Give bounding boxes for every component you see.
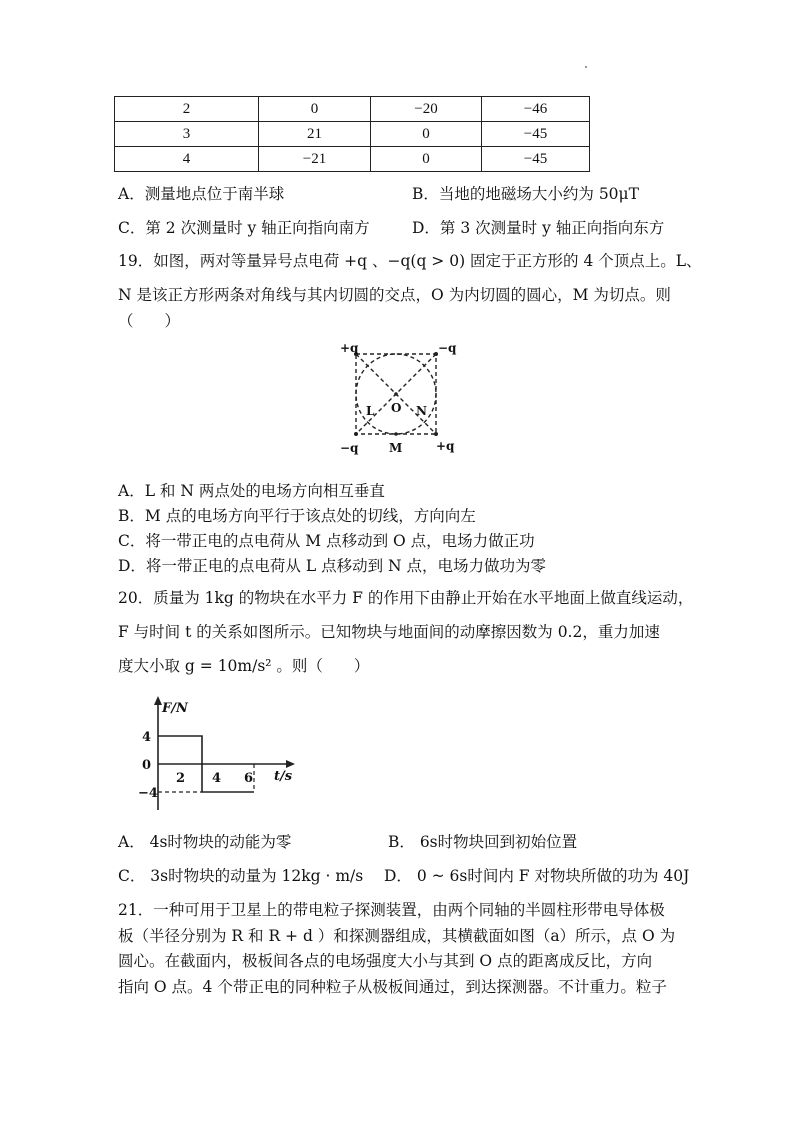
table-cell: 0 — [371, 122, 482, 147]
table-cell: 4 — [115, 147, 259, 172]
charge-label-top-right: −q — [438, 341, 457, 355]
point-label-m: M — [389, 441, 403, 455]
charge-label-bottom-left: −q — [340, 441, 359, 455]
table-cell: 2 — [115, 97, 259, 122]
q20-stem-line-3: 度大小取 g = 10m/s² 。则（ ） — [118, 657, 370, 675]
table-row — [115, 97, 590, 122]
q19-option-a: A．L 和 N 两点处的电场方向相互垂直 — [118, 482, 385, 500]
q21-line-1: 21．一种可用于卫星上的带电粒子探测装置，由两个同轴的半圆柱形带电导体极 — [118, 901, 665, 919]
q19-option-c: C．将一带正电的点电荷从 M 点移动到 O 点，电场力做正功 — [118, 532, 535, 550]
table-cell: 3 — [115, 122, 259, 147]
graph-y-tick-4: 4 — [142, 730, 152, 745]
charge-label-bottom-right: +q — [436, 439, 455, 453]
table-cell: 0 — [371, 147, 482, 172]
q18-option-a: A．测量地点位于南半球 — [118, 185, 285, 203]
graph-x-tick-4: 4 — [212, 771, 222, 786]
q20-stem-line-2: F 与时间 t 的关系如图所示。已知物块与地面间的动摩擦因数为 0.2，重力加速 — [118, 623, 660, 641]
speck — [585, 66, 587, 68]
point-label-l: L — [366, 404, 375, 418]
table-cell: −20 — [371, 97, 482, 122]
graph-x-tick-2: 2 — [176, 771, 186, 786]
q18-option-d: D．第 3 次测量时 y 轴正向指向东方 — [412, 219, 665, 237]
q21-line-2: 板（半径分别为 R 和 R + d ）和探测器组成，其横截面如图（a）所示，点 O 为 — [118, 927, 676, 945]
q19-option-d: D．将一带正电的点电荷从 L 点移动到 N 点，电场力做功为零 — [118, 557, 546, 575]
q19-stem-line-3: （ ） — [118, 312, 181, 330]
graph-x-tick-6: 6 — [244, 771, 254, 786]
q19-stem-line-2: N 是该正方形两条对角线与其内切圆的交点，O 为内切圆的圆心，M 为切点。则 — [118, 286, 671, 304]
table-row — [115, 147, 590, 172]
graph-xlabel: t/s — [274, 769, 293, 784]
q21-line-4: 指向 O 点。4 个带正电的同种粒子从极板间通过，到达探测器。不计重力。粒子 — [118, 978, 667, 996]
table-cell: −21 — [259, 147, 371, 172]
table-row — [115, 122, 590, 147]
q19-stem-line-1: 19．如图，两对等量异号点电荷 +q 、−q(q > 0) 固定于正方形的 4 个顶点上。L、 — [118, 252, 702, 270]
table-cell: −45 — [482, 147, 590, 172]
q18-option-c: C．第 2 次测量时 y 轴正向指向南方 — [118, 219, 370, 237]
q20-option-c: C． 3s时物块的动量为 12kg · m/s — [118, 867, 364, 885]
q20-stem-line-1: 20．质量为 1kg 的物块在水平力 F 的作用下由静止开始在水平地面上做直线运动， — [118, 589, 694, 607]
q18-option-b: B．当地的地磁场大小约为 50μT — [412, 185, 639, 203]
q20-option-b: B． 6s时物块回到初始位置 — [388, 833, 578, 851]
graph-y-tick-0: 0 — [142, 758, 152, 773]
table-cell: 21 — [259, 122, 371, 147]
q20-option-d: D． 0 ~ 6s时间内 F 对物块所做的功为 40J — [384, 867, 690, 885]
graph-ylabel: F/N — [162, 701, 188, 716]
q21-line-3: 圆心。在截面内，极板间各点的电场强度大小与其到 O 点的距离成反比，方向 — [118, 952, 653, 970]
table-cell: −45 — [482, 122, 590, 147]
point-label-o: O — [391, 401, 402, 415]
q19-option-b: B．M 点的电场方向平行于该点处的切线，方向向左 — [118, 507, 476, 525]
table-cell: 0 — [259, 97, 371, 122]
charge-label-top-left: +q — [340, 341, 359, 355]
point-label-n: N — [416, 404, 427, 418]
q20-option-a: A． 4s时物块的动能为零 — [118, 833, 292, 851]
q20-force-time-graph — [138, 692, 298, 818]
graph-y-tick-neg4: −4 — [138, 786, 158, 801]
measurement-table — [114, 96, 590, 172]
q19-charge-square-figure — [330, 338, 462, 464]
table-cell: −46 — [482, 97, 590, 122]
